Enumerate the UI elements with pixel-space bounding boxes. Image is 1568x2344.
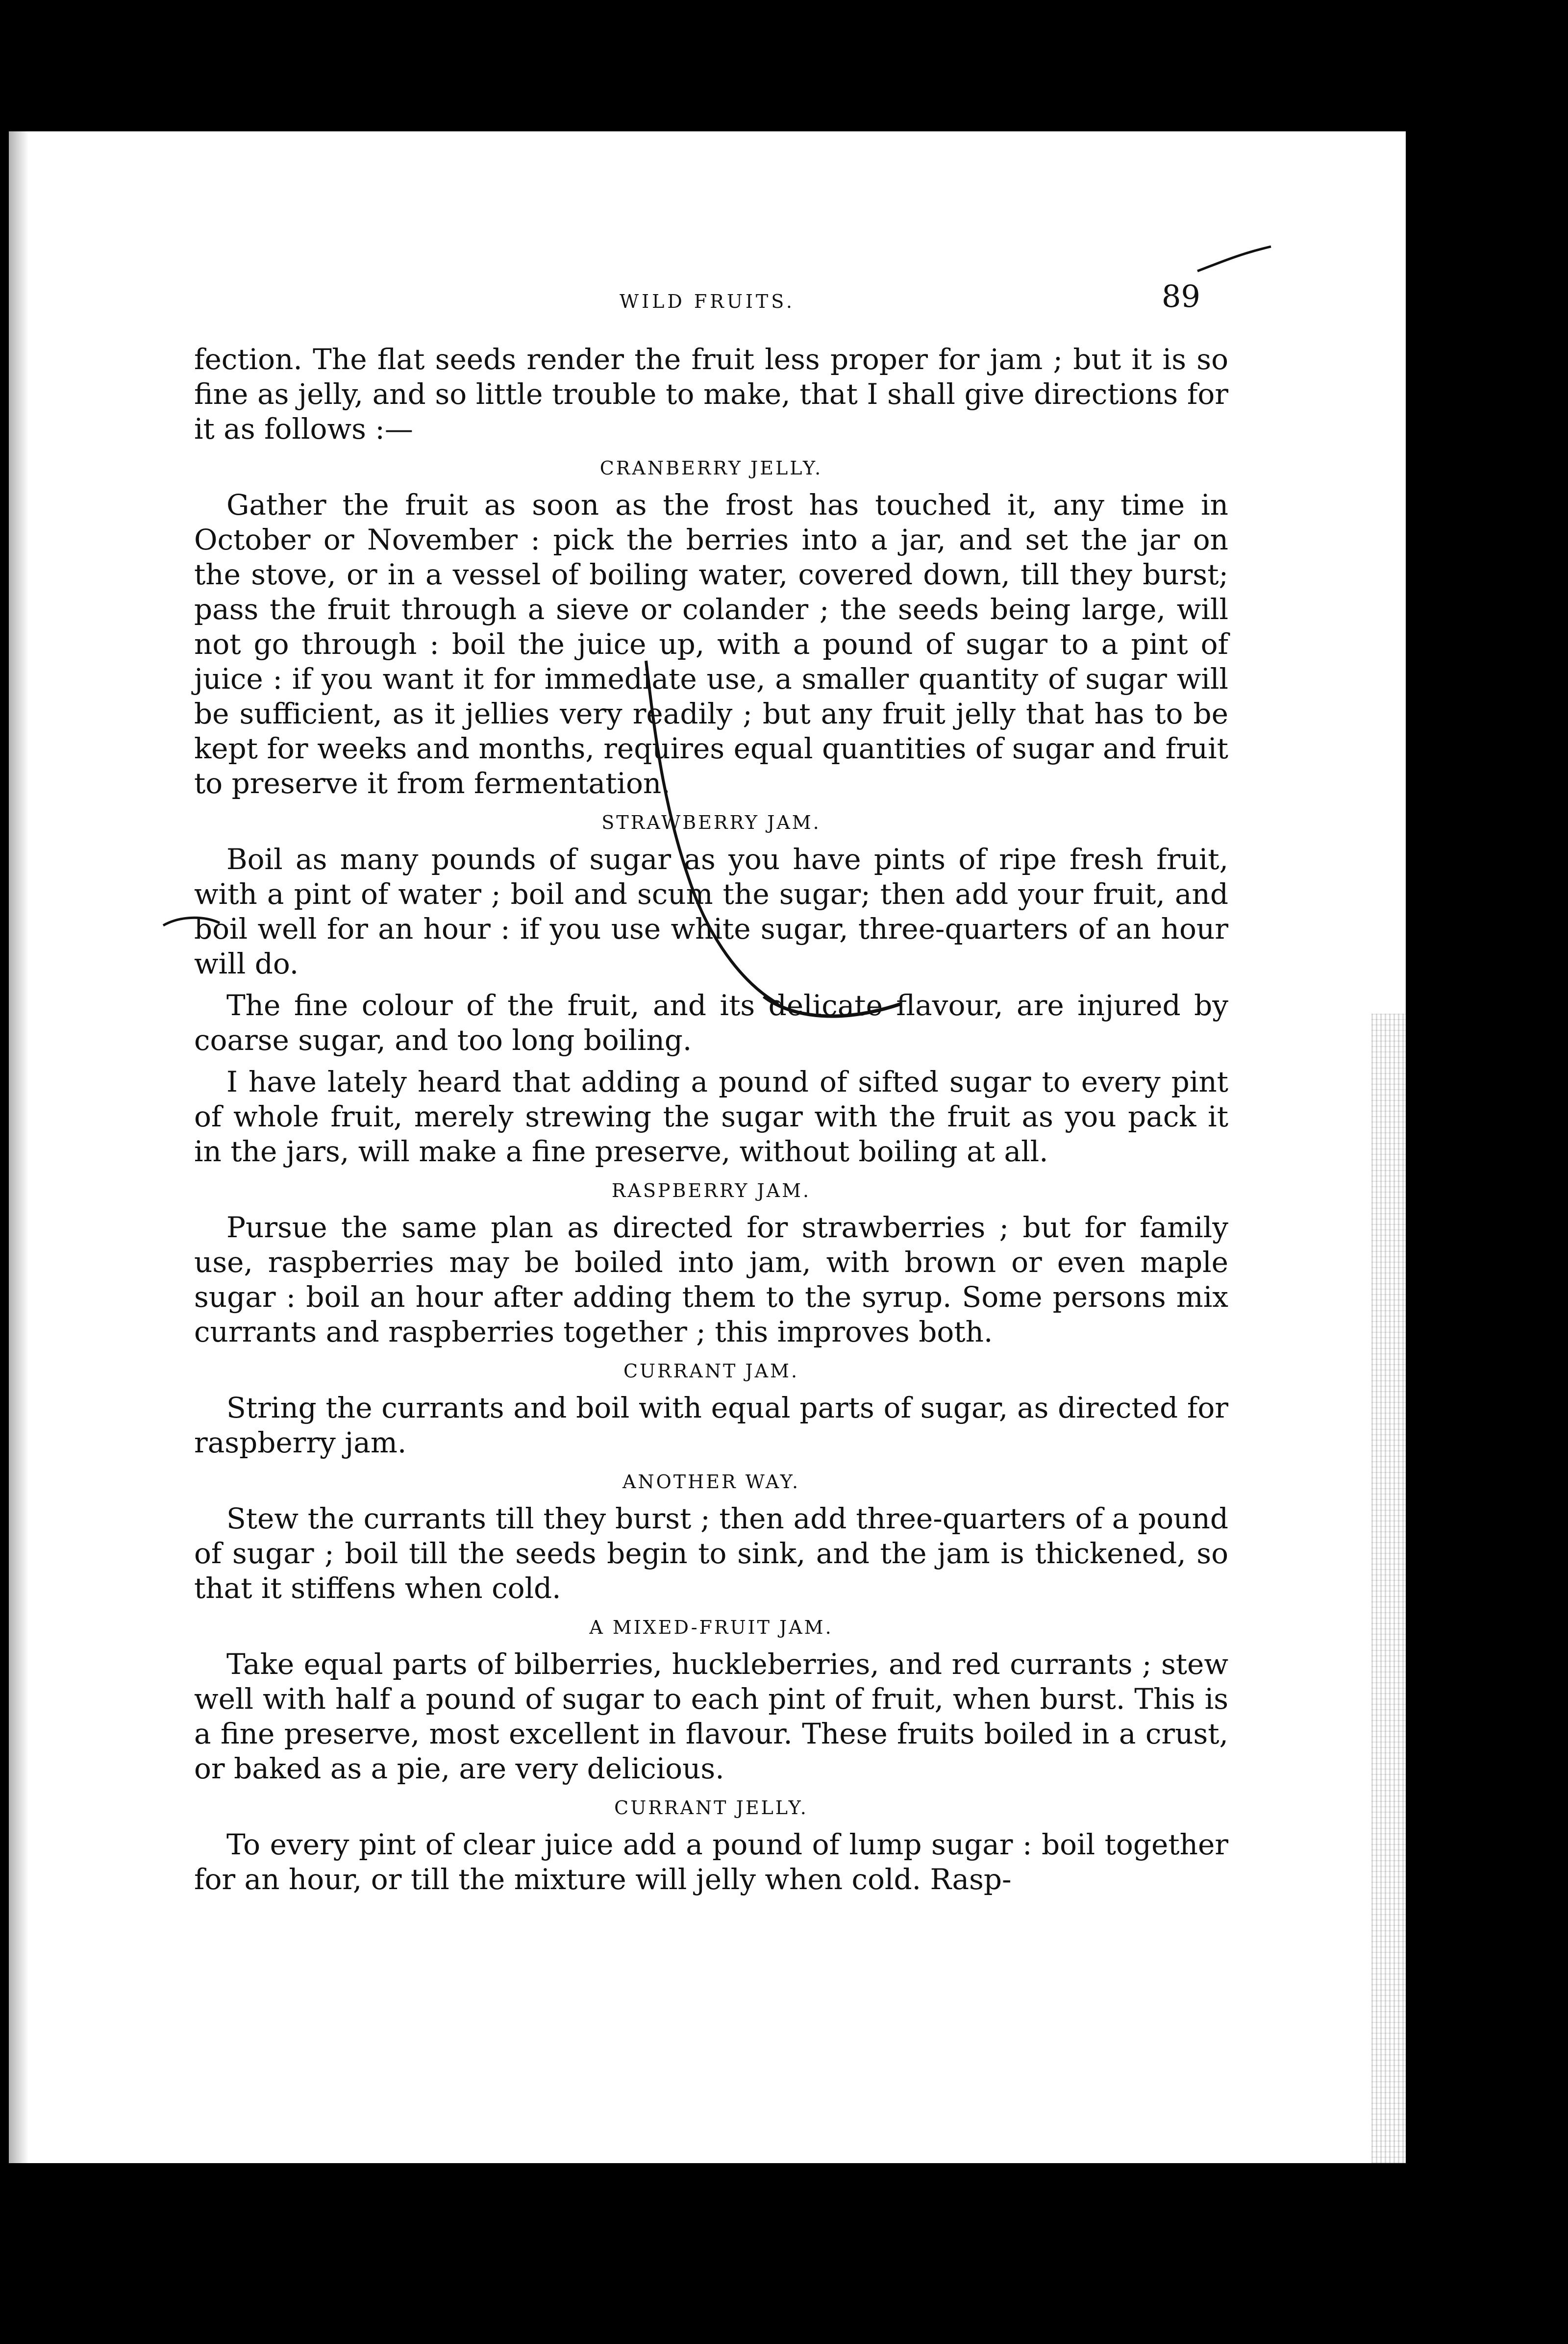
- section-heading: CURRANT JELLY.: [614, 1797, 808, 1819]
- section-paragraph: Take equal parts of bilberries, huckleberries, and red currants ; stew well with half a pound of sugar to each pint of fruit, when burst. This is a fine preserve, most excellent in flavour. These fruits boiled in a crust, or baked as a pie, are very delicious.: [194, 1647, 1228, 1785]
- section-paragraph: Gather the fruit as soon as the frost has touched it, any time in October or November : pick the berries into a jar, and set the jar on the stove, or in a vessel of boiling water, covered down, till they burst; pass the fruit through a sieve or colander ; the seeds being large, will not go through : boil the juice up, with a pound of sugar to a pint of juice : if you want it for immediate use, a smaller quantity of sugar will be sufficient, as it jellies very readily ; but any fruit jelly that has to be kept for weeks and months, requires equal quantities of sugar and fruit to preserve it from fermentation.: [194, 488, 1228, 800]
- section-another-way: [194, 1467, 1228, 1606]
- section-heading: RASPBERRY JAM.: [611, 1180, 811, 1201]
- page-number: 89: [1162, 278, 1200, 314]
- section-currant-jam: [194, 1356, 1228, 1460]
- section-paragraph: To every pint of clear juice add a pound of lump sugar : boil together for an hour, or till the mixture will jelly when cold. Rasp-: [194, 1828, 1228, 1896]
- section-paragraph: String the currants and boil with equal parts of sugar, as directed for raspberry jam.: [194, 1391, 1228, 1459]
- paragraph-gap: [194, 981, 1228, 988]
- section-paragraph: Stew the currants till they burst ; then add three-quarters of a pound of sugar ; boil till the seeds begin to sink, and the jam is thickened, so that it stiffens when cold.: [194, 1502, 1228, 1605]
- section-heading: CRANBERRY JELLY.: [599, 457, 823, 479]
- section-cranberry-jelly: [194, 453, 1228, 801]
- page-edge-shadow: [9, 131, 28, 2163]
- opening-paragraph: fection. The flat seeds render the fruit less proper for jam ; but it is so fine as jelly, and so little trouble to make, that I shall give directions for it as follows :—: [194, 343, 1228, 446]
- section-raspberry-jam: [194, 1176, 1228, 1349]
- section-heading: CURRANT JAM.: [623, 1360, 799, 1382]
- section-paragraph: I have lately heard that adding a pound of sifted sugar to every pint of whole fruit, merely strewing the sugar with the fruit as you pack it in the jars, will make a fine preserve, without boiling at all.: [194, 1065, 1228, 1168]
- page-content: [194, 342, 1228, 1897]
- section-currant-jelly: [194, 1793, 1228, 1897]
- section-mixed-fruit-jam: [194, 1613, 1228, 1786]
- section-heading: STRAWBERRY JAM.: [601, 812, 821, 833]
- running-head: WILD FRUITS.: [620, 291, 795, 312]
- section-paragraph: Boil as many pounds of sugar as you have pints of ripe fresh fruit, with a pint of water ; boil and scum the sugar; then add your fruit, and boil well for an hour : if you use white sugar, three-quarters of an hour will do.: [194, 843, 1228, 980]
- book-page: [9, 131, 1406, 2163]
- section-heading: A MIXED-FRUIT JAM.: [589, 1617, 833, 1638]
- section-strawberry-jam: [194, 808, 1228, 1169]
- section-paragraph: The fine colour of the fruit, and its delicate flavour, are injured by coarse sugar, and too long boiling.: [194, 989, 1228, 1057]
- paragraph-gap: [194, 1058, 1228, 1065]
- section-paragraph: Pursue the same plan as directed for strawberries ; but for family use, raspberries may be boiled into jam, with brown or even maple sugar : boil an hour after adding them to the syrup. Some persons mix currants and raspberries together ; this improves both.: [194, 1211, 1228, 1348]
- pen-stroke-mark: [1195, 244, 1273, 278]
- section-heading: ANOTHER WAY.: [622, 1471, 800, 1493]
- page-speckle: [1371, 1014, 1430, 2190]
